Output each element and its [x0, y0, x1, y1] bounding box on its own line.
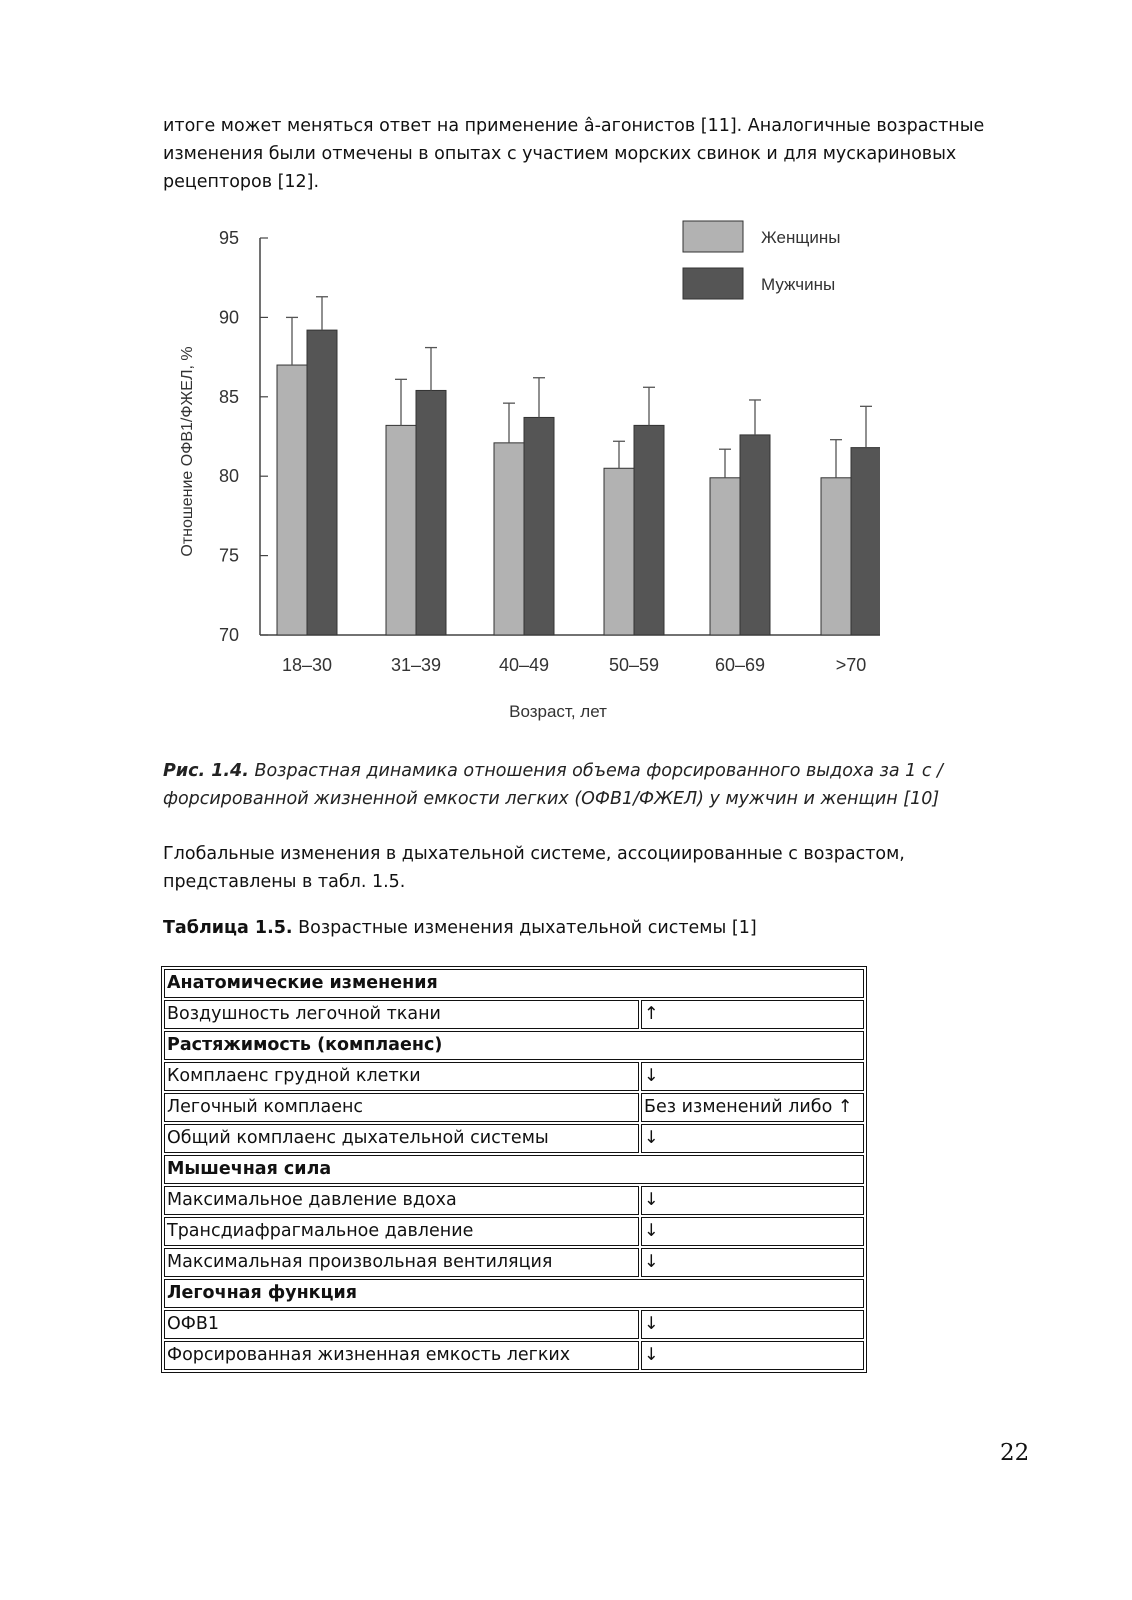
table-row [164, 1341, 864, 1370]
table-row [164, 1062, 864, 1091]
table-row [164, 1217, 864, 1246]
bar-women [494, 443, 524, 635]
bar-women [386, 425, 416, 635]
parameter-cell: Максимальная произвольная вентиляция [164, 1248, 639, 1277]
bar-men [634, 425, 664, 635]
intro-paragraph: итоге может меняться ответ на применение â-агонистов [11]. Аналогичные возрастные изменения были отмечены в опытах с участием морских свинок и для мускариновых рецепторов [12]. [163, 116, 985, 192]
bar-men [524, 417, 554, 635]
x-axis-title: Возраст, лет [509, 702, 607, 721]
change-cell: ↓ [641, 1310, 864, 1339]
table-section-row [164, 1279, 864, 1308]
body-paragraph: Глобальные изменения в дыхательной системе, ассоциированные с возрастом, представлены в табл. 1.5. [163, 844, 905, 892]
table-row [164, 1093, 864, 1122]
table-row [164, 1186, 864, 1215]
legend-label-men: Мужчины [761, 275, 836, 294]
parameter-cell: Форсированная жизненная емкость легких [164, 1341, 639, 1370]
x-tick-label: 40–49 [498, 655, 550, 675]
figure-caption [163, 757, 1023, 813]
change-cell: ↓ [641, 1062, 864, 1091]
y-axis-title: Отношение ОФВ1/ФЖЕЛ, % [179, 346, 196, 557]
section-heading: Мышечная сила [164, 1155, 864, 1184]
x-tick-label: >70 [835, 655, 867, 675]
figure-caption-label: Рис. 1.4. [163, 761, 249, 781]
table-row [164, 1310, 864, 1339]
parameter-cell: ОФВ1 [164, 1310, 639, 1339]
y-tick-label: 75 [218, 545, 239, 566]
section-heading: Растяжимость (комплаенс) [164, 1031, 864, 1060]
y-tick-label: 90 [218, 307, 239, 328]
y-tick-label: 85 [218, 386, 239, 407]
age-fev1-fvc-bar-chart [160, 205, 880, 735]
page-number: 22 [1000, 1440, 1030, 1466]
x-tick-label: 31–39 [390, 655, 442, 675]
change-cell: ↓ [641, 1248, 864, 1277]
parameter-cell: Трансдиафрагмальное давление [164, 1217, 639, 1246]
table-row [164, 1000, 864, 1029]
legend-label-women: Женщины [761, 228, 841, 247]
y-tick-label: 95 [218, 228, 239, 248]
bar-men [740, 435, 770, 635]
table-section-row [164, 1031, 864, 1060]
change-cell: ↓ [641, 1341, 864, 1370]
change-cell: ↑ [641, 1000, 864, 1029]
change-cell: ↓ [641, 1186, 864, 1215]
parameter-cell: Легочный комплаенс [164, 1093, 639, 1122]
x-tick-label: 50–59 [608, 655, 660, 675]
parameter-cell: Комплаенс грудной клетки [164, 1062, 639, 1091]
bar-men [851, 448, 880, 635]
legend-swatch-women [683, 221, 743, 252]
bar-women [710, 478, 740, 635]
parameter-cell: Общий комплаенс дыхательной системы [164, 1124, 639, 1153]
table-title [163, 914, 757, 942]
x-tick-label: 18–30 [281, 655, 333, 675]
table-title-label: Таблица 1.5. [163, 918, 293, 938]
bar-men [416, 390, 446, 635]
legend-swatch-men [683, 268, 743, 299]
parameter-cell: Воздушность легочной ткани [164, 1000, 639, 1029]
section-heading: Легочная функция [164, 1279, 864, 1308]
bar-women [821, 478, 851, 635]
table-section-row [164, 1155, 864, 1184]
section-heading: Анатомические изменения [164, 969, 864, 998]
change-cell: ↓ [641, 1217, 864, 1246]
change-cell: Без изменений либо ↑ [641, 1093, 864, 1122]
table-row [164, 1248, 864, 1277]
table-row [164, 1124, 864, 1153]
bar-men [307, 330, 337, 635]
bar-women [277, 365, 307, 635]
parameter-cell: Максимальное давление вдоха [164, 1186, 639, 1215]
figure-caption-text: Возрастная динамика отношения объема форсированного выдоха за 1 с / форсированной жизненной емкости легких (ОФВ1/ФЖЕЛ) у мужчин и женщин [10] [163, 761, 943, 809]
x-tick-label: 60–69 [714, 655, 766, 675]
table-title-text: Возрастные изменения дыхательной системы [1] [298, 918, 757, 938]
y-tick-label: 80 [218, 466, 239, 487]
table-section-row [164, 969, 864, 998]
y-tick-label: 70 [218, 625, 239, 645]
bar-women [604, 468, 634, 635]
change-cell: ↓ [641, 1124, 864, 1153]
respiratory-changes-table [161, 966, 867, 1373]
